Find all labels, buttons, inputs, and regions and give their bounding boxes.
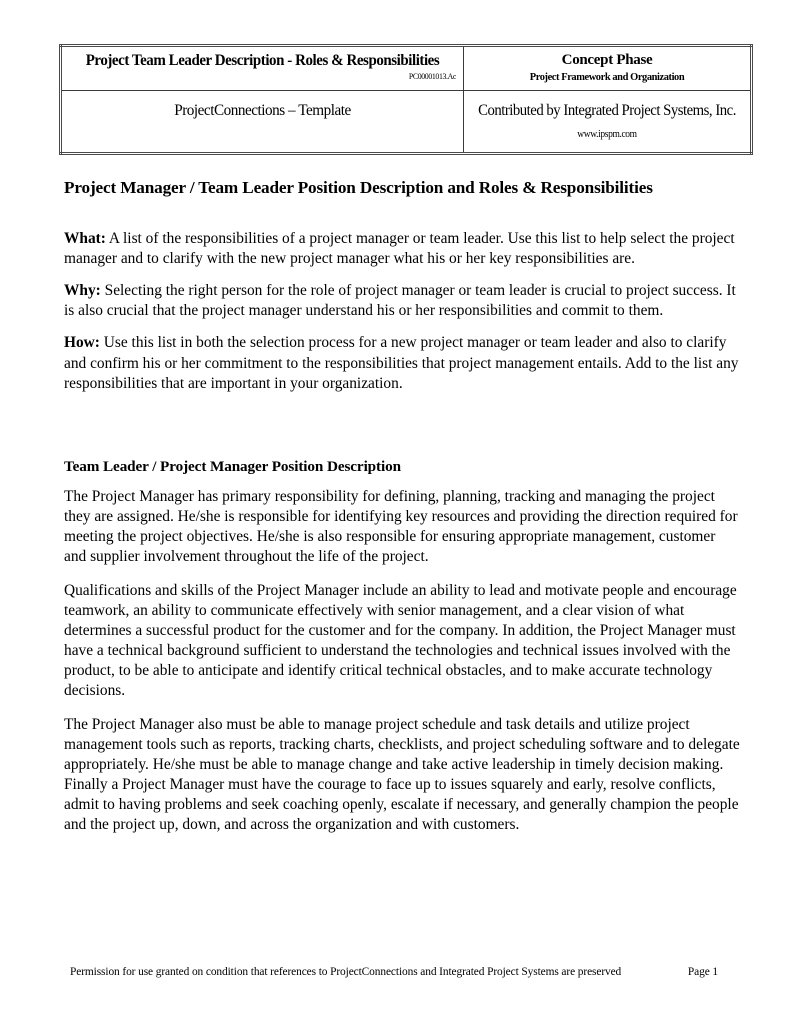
header-cell-document-title-inner [62,47,463,87]
why-paragraph [64,281,740,321]
how-text: Use this list in both the selection process for a new project manager or team leader and also to clarify and confirm his or her commitment to the responsibilities that project management entails. Add to the list any responsibilities that are important in your organization. [64,334,739,392]
why-label: Why: [64,281,101,299]
what-text: A list of the responsibilities of a project manager or team leader. Use this list to help select the project manager and to clarify with the new project manager what his or her key responsibilities are. [64,229,735,267]
page-title: Project Manager / Team Leader Position Description and Roles & Responsibilities [64,178,653,197]
intro-section [64,229,740,394]
header-cell-template-label [61,91,464,154]
what-paragraph [64,229,740,269]
document-title-text: Project Team Leader Description - Roles & Responsibilities [85,52,440,69]
position-description-section [64,458,740,836]
footer-permission-note: Permission for use granted on condition that references to ProjectConnections and Integrated Project Systems are preserved [70,966,622,978]
section-paragraph-3: The Project Manager also must be able to manage project schedule and task details and utilize project management tools such as reports, tracking charts, checklists, and project scheduling software and to delegate appropriately. He/she must be able to manage change and take active leadership in timely decision making. Finally a Project Manager must have the courage to face up to issues squarely and early, resolve conflicts, admit to having problems and seek coaching openly, escalate if necessary, and generally champion the people and the project up, down, and across the organization and with customers. [64,715,740,834]
header-cell-document-title [61,46,464,91]
why-text: Selecting the right person for the role of project manager or team leader is crucial to project success. It is also crucial that the project manager understand his or her responsibilities and commit to them. [64,281,736,320]
header-cell-contributor [464,91,752,154]
header-cell-phase-inner [464,47,750,90]
header-table-row-2 [61,91,752,154]
header-cell-phase [464,46,752,91]
phase-title-text: Concept Phase [561,52,653,68]
how-label: How: [64,334,100,352]
section-heading: Team Leader / Project Manager Position Description [64,457,401,475]
header-cell-contributor-inner [464,91,750,152]
how-paragraph [64,333,740,394]
contributor-url-text: www.ipspm.com [577,129,637,141]
header-cell-template-label-inner [62,91,463,132]
footer-page-number: Page 1 [687,966,718,978]
what-label: What: [64,229,106,247]
section-paragraph-1: The Project Manager has primary responsibility for defining, planning, tracking and managing the project they are assigned. He/she is responsible for identifying key resources and providing the direction required for meeting the project objectives. He/she is also responsible for ensuring appropriate management, customer and supplier involvement throughout the life of the project. [64,487,738,566]
document-code-text: PC00001013.Ac [408,71,456,82]
phase-subtitle-text: Project Framework and Organization [529,71,685,84]
contributor-text: Contributed by Integrated Project Systems, Inc. [478,102,736,120]
page-footer [70,966,730,978]
document-body [64,178,740,836]
section-paragraph-2: Qualifications and skills of the Project Manager include an ability to lead and motivate people and encourage teamwork, an ability to communicate effectively with senior management, and a clear vision of what determines a successful product for the customer and for the company. In addition, the Project Manager must have a technical background sufficient to understand the technologies and technical issues involved with the product, to be able to anticipate and identify critical technical obstacles, and to make accurate technology decisions. [64,581,737,700]
header-table-row-1 [61,46,752,91]
document-header-table [59,44,753,155]
template-label-text: ProjectConnections – Template [174,102,351,120]
